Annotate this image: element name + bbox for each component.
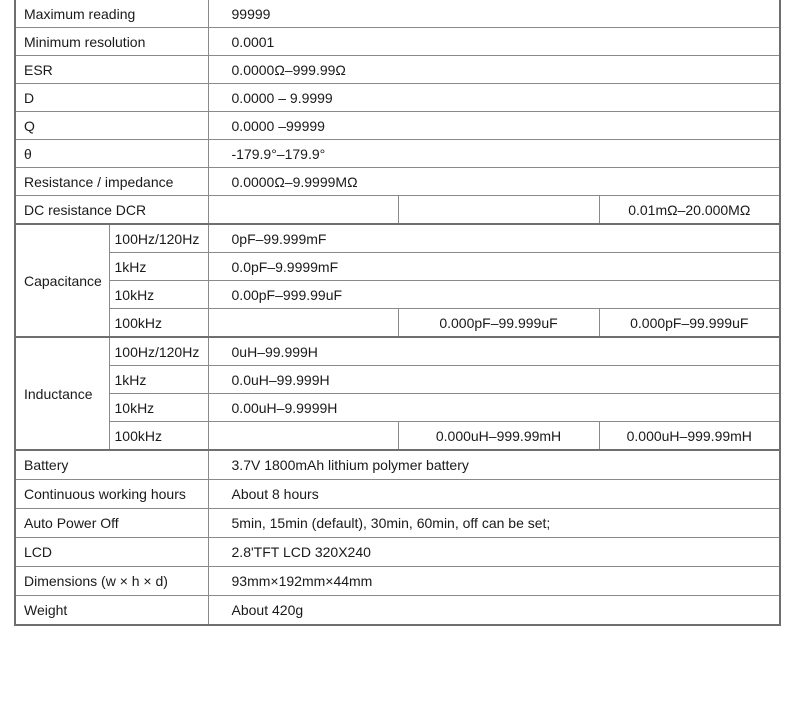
spec-value: 93mm×192mm×44mm (208, 567, 780, 596)
spec-empty-cell (208, 309, 398, 338)
capacitance-row-10khz (15, 281, 780, 309)
spec-label: ESR (15, 56, 208, 84)
spec-value: 0.0uH–99.999H (208, 366, 780, 394)
spec-value: 0.0000 – 9.9999 (208, 84, 780, 112)
spec-label: Maximum reading (15, 0, 208, 28)
spec-value: 0.000uH–999.99mH (398, 422, 599, 451)
spec-row-q (15, 112, 780, 140)
spec-row-theta (15, 140, 780, 168)
spec-row-auto-power-off (15, 509, 780, 538)
spec-row-dimensions (15, 567, 780, 596)
spec-label: D (15, 84, 208, 112)
spec-label: Battery (15, 450, 208, 480)
spec-row-lcd (15, 538, 780, 567)
spec-label: Weight (15, 596, 208, 626)
frequency-label: 100kHz (109, 309, 208, 338)
spec-label: LCD (15, 538, 208, 567)
spec-empty-cell (208, 196, 398, 225)
spec-label: Minimum resolution (15, 28, 208, 56)
spec-value: 0.00uH–9.9999H (208, 394, 780, 422)
spec-value: About 420g (208, 596, 780, 626)
frequency-label: 100Hz/120Hz (109, 337, 208, 366)
spec-value: 0.000pF–99.999uF (398, 309, 599, 338)
capacitance-row-100hz (15, 224, 780, 253)
frequency-label: 100kHz (109, 422, 208, 451)
spec-value: 2.8'TFT LCD 320X240 (208, 538, 780, 567)
spec-label: Resistance / impedance (15, 168, 208, 196)
spec-label: Continuous working hours (15, 480, 208, 509)
spec-value: -179.9°–179.9° (208, 140, 780, 168)
spec-value: 0pF–99.999mF (208, 224, 780, 253)
spec-value: 0.0001 (208, 28, 780, 56)
spec-row-resistance-impedance (15, 168, 780, 196)
spec-value: 5min, 15min (default), 30min, 60min, off can be set; (208, 509, 780, 538)
spec-value: 0.00pF–999.99uF (208, 281, 780, 309)
spec-row-continuous-working-hours (15, 480, 780, 509)
spec-value: 3.7V 1800mAh lithium polymer battery (208, 450, 780, 480)
spec-value: 99999 (208, 0, 780, 28)
inductance-row-100khz (15, 422, 780, 451)
spec-row-weight (15, 596, 780, 626)
spec-value: 0.0000 –99999 (208, 112, 780, 140)
spec-empty-cell (208, 422, 398, 451)
spec-row-maximum-reading (15, 0, 780, 28)
spec-value: 0uH–99.999H (208, 337, 780, 366)
spec-value: 0.01mΩ–20.000MΩ (599, 196, 780, 225)
spec-label: Auto Power Off (15, 509, 208, 538)
frequency-label: 1kHz (109, 253, 208, 281)
inductance-label: Inductance (15, 337, 109, 450)
frequency-label: 10kHz (109, 281, 208, 309)
spec-empty-cell (398, 196, 599, 225)
spec-row-dcr (15, 196, 780, 225)
spec-value: 0.0pF–9.9999mF (208, 253, 780, 281)
spec-row-esr (15, 56, 780, 84)
spec-row-minimum-resolution (15, 28, 780, 56)
spec-label: Dimensions (w × h × d) (15, 567, 208, 596)
capacitance-row-1khz (15, 253, 780, 281)
spec-label: θ (15, 140, 208, 168)
inductance-row-10khz (15, 394, 780, 422)
spec-value: 0.000uH–999.99mH (599, 422, 780, 451)
spec-table (14, 0, 781, 626)
spec-value: About 8 hours (208, 480, 780, 509)
spec-label: DC resistance DCR (15, 196, 208, 225)
capacitance-label: Capacitance (15, 224, 109, 337)
inductance-row-1khz (15, 366, 780, 394)
frequency-label: 100Hz/120Hz (109, 224, 208, 253)
frequency-label: 10kHz (109, 394, 208, 422)
spec-row-d (15, 84, 780, 112)
spec-label: Q (15, 112, 208, 140)
spec-value: 0.000pF–99.999uF (599, 309, 780, 338)
spec-value: 0.0000Ω–999.99Ω (208, 56, 780, 84)
spec-row-battery (15, 450, 780, 480)
frequency-label: 1kHz (109, 366, 208, 394)
inductance-row-100hz (15, 337, 780, 366)
capacitance-row-100khz (15, 309, 780, 338)
spec-value: 0.0000Ω–9.9999MΩ (208, 168, 780, 196)
